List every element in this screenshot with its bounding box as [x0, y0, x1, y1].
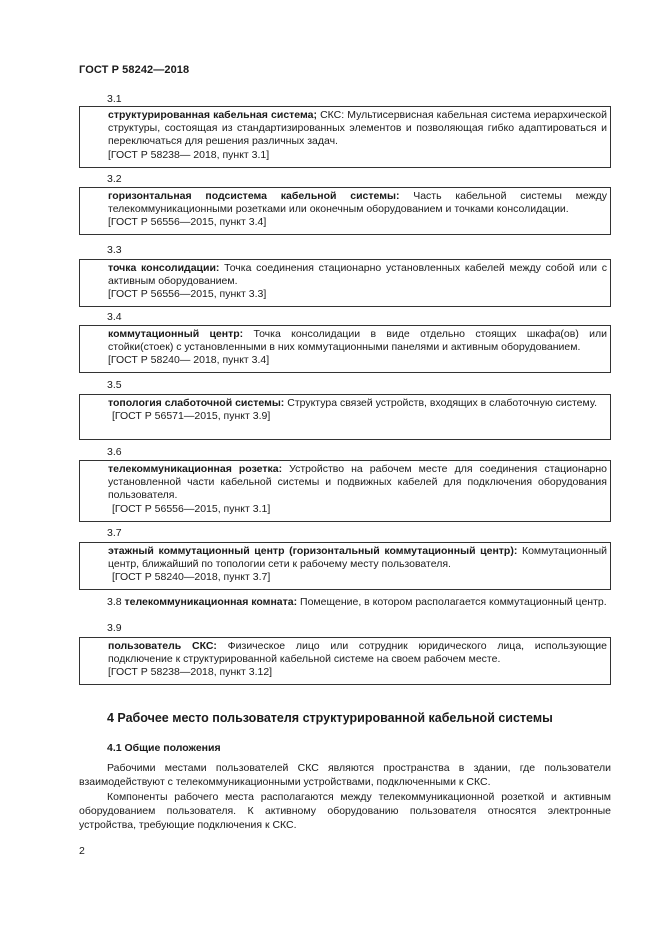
definition-term: структурированная кабельная система; [108, 109, 317, 121]
definition-number: 3.6 [107, 446, 122, 458]
definition-number: 3.5 [107, 379, 122, 391]
definition-term: горизонтальная подсистема кабельной системы: [108, 190, 400, 202]
definition-box [79, 637, 611, 685]
definition-term: телекоммуникационная комната: [124, 596, 298, 608]
definition-text: Часть кабельной системы между телекоммуникационными розетками или оконечным оборудованием и точками консолидации. [108, 190, 607, 216]
definition-source: [ГОСТ Р 56556—2015, пункт 3.4] [108, 216, 267, 229]
document-header: ГОСТ Р 58242—2018 [79, 64, 190, 76]
body-paragraph: Рабочими местами пользователей СКС являются пространства в здании, где пользователи взаимодействуют с телекоммуникационными устройствами, подключенными к СКС. [79, 762, 611, 788]
definition-number: 3.7 [107, 527, 122, 539]
definition-text: Физическое лицо или сотрудник юридического лица, использующие подключение к структурированной кабельной системе на своем рабочем месте. [108, 640, 607, 666]
definition-text: Помещение, в котором располагается коммутационный центр. [297, 596, 607, 608]
definition-source: [ГОСТ Р 56556—2015, пункт 3.3] [108, 288, 267, 301]
definition-box [79, 187, 611, 235]
definition-source: [ГОСТ Р 58238—2018, пункт 3.12] [108, 666, 273, 679]
definition-term: этажный коммутационный центр (горизонтальный коммутационный центр): [108, 545, 518, 557]
definition-number: 3.1 [107, 93, 122, 105]
definition-box [79, 460, 611, 522]
definition-term: пользователь СКС: [108, 640, 217, 652]
definition-term: топология слаботочной системы: [108, 397, 285, 409]
definition-source: [ГОСТ Р 56556—2015, пункт 3.1] [112, 502, 271, 515]
definition-text: Точка соединения стационарно установленных кабелей между собой или с активным оборудованием. [108, 262, 607, 288]
definition-source: [ГОСТ Р 58238— 2018, пункт 3.1] [108, 148, 270, 161]
definition-inline [79, 596, 611, 609]
definition-box [79, 259, 611, 307]
section-title: 4 Рабочее место пользователя структурированной кабельной системы [107, 711, 553, 725]
page-number: 2 [79, 845, 85, 857]
definition-box [79, 394, 611, 440]
definition-number: 3.2 [107, 173, 122, 185]
definition-box [79, 542, 611, 590]
definition-source: [ГОСТ Р 58240— 2018, пункт 3.4] [108, 354, 270, 367]
definition-number: 3.4 [107, 311, 122, 323]
definition-source: [ГОСТ Р 56571—2015, пункт 3.9] [112, 410, 271, 423]
definition-source: [ГОСТ Р 58240—2018, пункт 3.7] [112, 571, 271, 584]
definition-box [79, 325, 611, 373]
definition-box [79, 106, 611, 168]
definition-number: 3.3 [107, 244, 122, 256]
definition-term: коммутационный центр: [108, 328, 244, 340]
definition-text: Структура связей устройств, входящих в слаботочную систему. [284, 397, 597, 409]
definition-term: телекоммуникационная розетка: [108, 463, 283, 475]
definition-number: 3.9 [107, 622, 122, 634]
definition-text: СКС: Мультисервисная кабельная система иерархической структуры, состоящая из стандартизированных элементов и позволяющая гибко адаптироваться и переключаться для решения различных задач. [108, 109, 608, 148]
definition-term: точка консолидации: [108, 262, 220, 274]
definition-text: Точка консолидации в виде отдельно стоящих шкафа(ов) или стойки(стоек) с установленными в них коммутационными панелями и активным оборудованием. [108, 328, 607, 354]
definition-text: Коммутационный центр, ближайший по топологии сети к рабочему месту пользователя. [108, 545, 607, 571]
body-paragraph: Компоненты рабочего места располагаются между телекоммуникационной розеткой и активным оборудованием пользователя. К активному оборудованию пользователя относятся электронные устройства, требующие подключения к СКС. [79, 791, 611, 831]
definition-text: Устройство на рабочем месте для соединения стационарно установленной части кабельной системы и подвижных кабелей для подключения оборудования пользователя. [108, 463, 608, 502]
subsection-title: 4.1 Общие положения [107, 742, 221, 754]
definition-number: 3.8 [107, 596, 122, 608]
